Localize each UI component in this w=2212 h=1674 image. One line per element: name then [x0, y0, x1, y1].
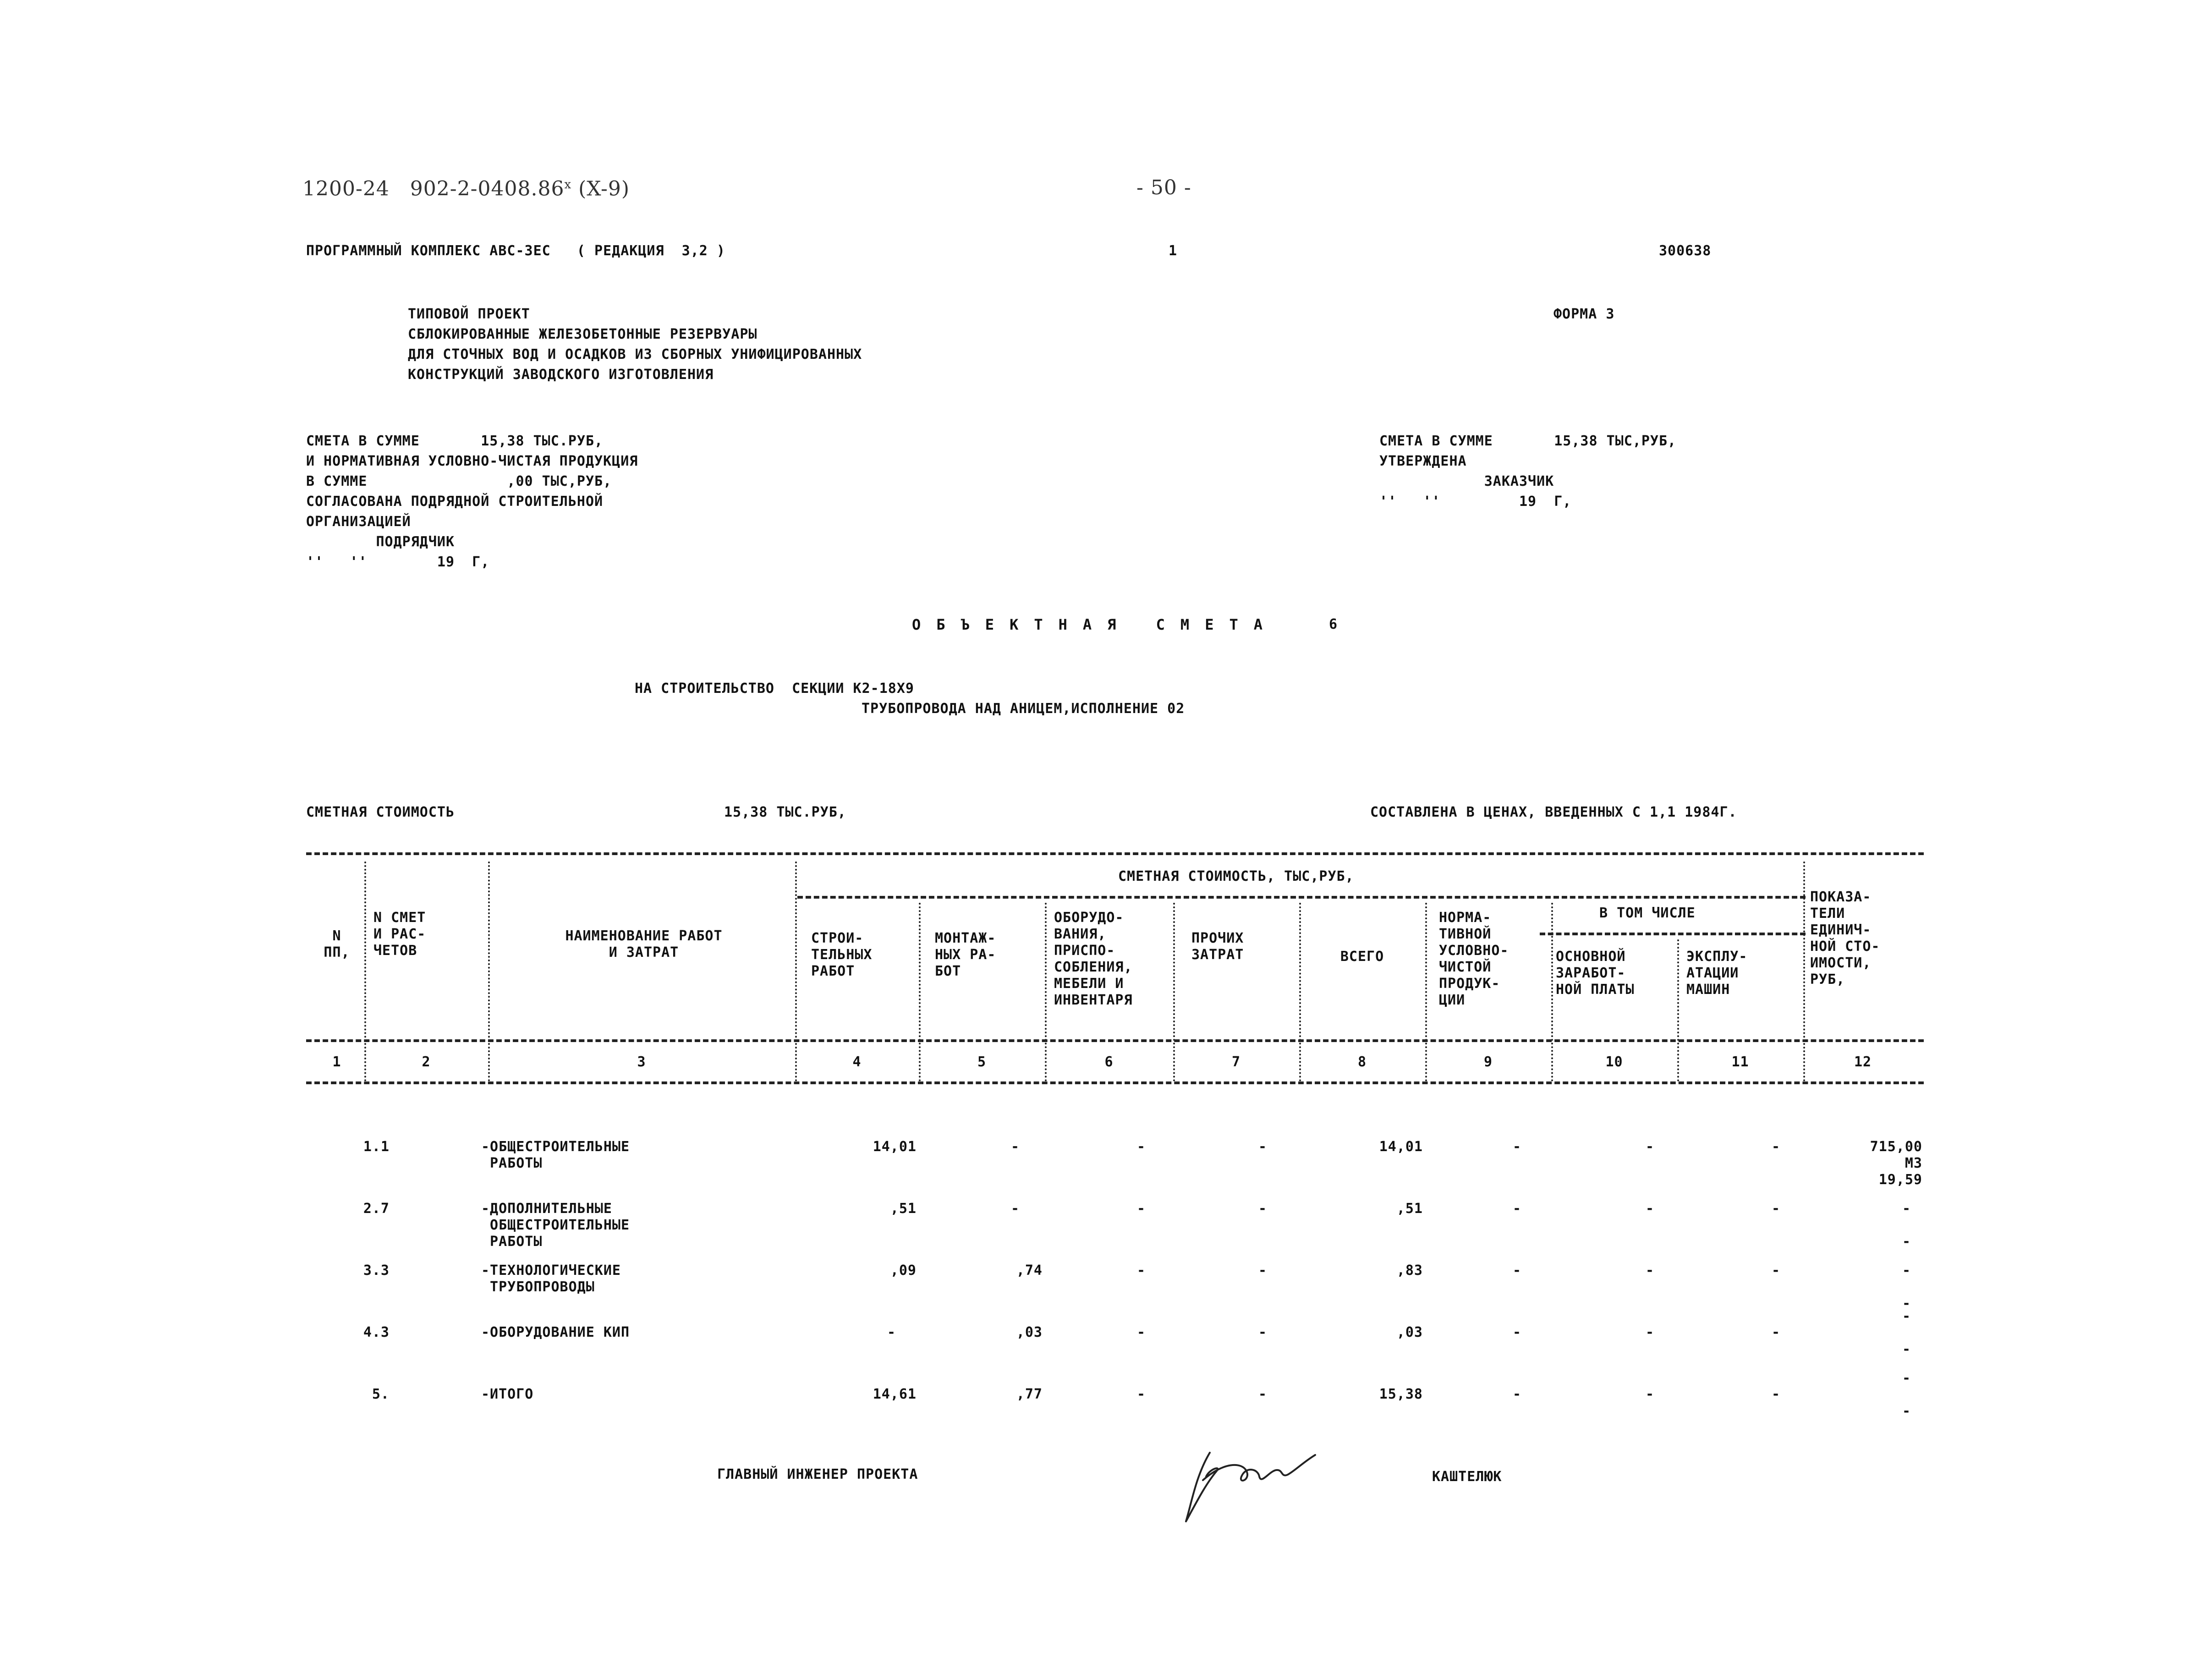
column-header-12: ПОКАЗА- ТЕЛИ ЕДИНИЧ- НОЙ СТО- ИМОСТИ, РУБ, — [1810, 889, 1880, 988]
estimate-subtitle-1: НА СТРОИТЕЛЬСТВО СЕКЦИИ К2-18Х9 — [635, 681, 914, 697]
row-norm: - — [1512, 1386, 1521, 1402]
col-separator-8 — [1425, 903, 1427, 1081]
row-norm: - — [1512, 1201, 1521, 1217]
row-number: 4.3 — [363, 1324, 390, 1340]
row-total: ,51 — [1396, 1201, 1423, 1217]
col-separator-2 — [488, 862, 490, 1081]
column-header-6: ОБОРУДО- ВАНИЯ, ПРИСПО- СОБЛЕНИЯ, МЕБЕЛИ И ИНВЕНТАРЯ — [1054, 910, 1133, 1008]
row-mount: ,77 — [1016, 1386, 1043, 1402]
row-machines: - — [1771, 1201, 1780, 1217]
row-total: ,03 — [1396, 1324, 1423, 1340]
row-machines: - — [1771, 1324, 1780, 1340]
left-block-line-5: ОРГАНИЗАЦИЕЙ — [306, 514, 411, 530]
row-norm: - — [1512, 1139, 1521, 1155]
column-number-12: 12 — [1854, 1054, 1872, 1070]
signature — [1178, 1434, 1324, 1526]
right-block-line-3: ЗАКАЗЧИК — [1379, 473, 1554, 489]
row-other: - — [1258, 1139, 1267, 1155]
row-indicator: - - — [1902, 1370, 1911, 1419]
row-indicator: - - — [1902, 1308, 1911, 1357]
column-header-10: ОСНОВНОЙ ЗАРАБОТ- НОЙ ПЛАТЫ — [1556, 949, 1635, 998]
column-number-8: 8 — [1357, 1054, 1367, 1070]
estimate-number: 6 — [1329, 616, 1338, 632]
left-block-line-4: СОГЛАСОВАНА ПОДРЯДНОЙ СТРОИТЕЛЬНОЙ — [306, 494, 604, 510]
prices-note: СОСТАВЛЕНА В ЦЕНАХ, ВВЕДЕННЫХ С 1,1 1984Г. — [1370, 804, 1737, 820]
column-number-3: 3 — [637, 1054, 646, 1070]
column-header-11: ЭКСПЛУ- АТАЦИИ МАШИН — [1686, 949, 1748, 998]
table-top-rule — [306, 852, 1924, 855]
document-code-text: 1200-24 902-2-0408.86 — [302, 177, 565, 201]
document-code-tail: (X-9) — [571, 177, 630, 201]
column-header-2: N СМЕТ И РАС- ЧЕТОВ — [373, 910, 426, 959]
right-block-line-2: УТВЕРЖДЕНА — [1379, 453, 1467, 469]
row-mount: ,74 — [1016, 1262, 1043, 1279]
column-number-6: 6 — [1104, 1054, 1114, 1070]
column-header-4: СТРОИ- ТЕЛЬНЫХ РАБОТ — [811, 930, 873, 979]
col-separator-9 — [1551, 903, 1553, 1081]
row-number: 5. — [372, 1386, 390, 1402]
row-equipment: - — [1136, 1386, 1146, 1402]
column-header-7: ПРОЧИХ ЗАТРАТ — [1191, 930, 1244, 963]
table-subheader-rule — [797, 896, 1806, 899]
estimate-title: ОБЪЕКТНАЯ СМЕТА — [912, 616, 1278, 633]
estimate-subtitle-2: ТРУБОПРОВОДА НАД АНИЦЕМ,ИСПОЛНЕНИЕ 02 — [862, 701, 1185, 717]
program-line: ПРОГРАММНЫЙ КОМПЛЕКС АВС-3ЕС ( РЕДАКЦИЯ 3,2 ) — [306, 243, 725, 259]
left-block-line-1: СМЕТА В СУММЕ 15,38 ТЫС.РУБ, — [306, 433, 604, 449]
table-in-that-number-rule — [1540, 933, 1806, 935]
project-line-2: СБЛОКИРОВАННЫЕ ЖЕЛЕЗОБЕТОННЫЕ РЕЗЕРВУАРЫ — [408, 326, 757, 342]
row-other: - — [1258, 1324, 1267, 1340]
cost-label: СМЕТНАЯ СТОИМОСТЬ — [306, 804, 455, 820]
column-number-1: 1 — [332, 1054, 341, 1070]
column-header-3: НАИМЕНОВАНИЕ РАБОТ И ЗАТРАТ — [565, 928, 723, 960]
row-indicator: - - — [1902, 1262, 1911, 1312]
row-other: - — [1258, 1201, 1267, 1217]
column-number-2: 2 — [422, 1054, 431, 1070]
document-id: 300638 — [1659, 243, 1712, 259]
row-number: 3.3 — [363, 1262, 390, 1279]
row-build: 14,01 — [873, 1139, 917, 1155]
row-machines: - — [1771, 1262, 1780, 1279]
row-equipment: - — [1136, 1139, 1146, 1155]
row-total: ,83 — [1396, 1262, 1423, 1279]
left-block-line-6: ПОДРЯДЧИК — [306, 534, 455, 550]
row-indicator: - - — [1902, 1201, 1911, 1250]
col-separator-4 — [919, 903, 921, 1081]
column-number-10: 10 — [1605, 1054, 1623, 1070]
row-salary: - — [1645, 1324, 1654, 1340]
row-name: -ДОПОЛНИТЕЛЬНЫЕ ОБЩЕСТРОИТЕЛЬНЫЕ РАБОТЫ — [481, 1201, 630, 1250]
document-code — [302, 176, 630, 201]
row-salary: - — [1645, 1139, 1654, 1155]
column-number-4: 4 — [852, 1054, 862, 1070]
col-separator-1 — [364, 862, 366, 1081]
row-salary: - — [1645, 1201, 1654, 1217]
row-mount: - — [1010, 1201, 1020, 1217]
row-name: -ОБОРУДОВАНИЕ КИП — [481, 1324, 630, 1340]
sheet-number: 1 — [1169, 243, 1178, 259]
col-separator-10 — [1677, 939, 1679, 1081]
row-total: 14,01 — [1379, 1139, 1423, 1155]
left-block-line-3: В СУММЕ ,00 ТЫС,РУБ, — [306, 473, 612, 489]
row-other: - — [1258, 1386, 1267, 1402]
left-block-line-2: И НОРМАТИВНАЯ УСЛОВНО-ЧИСТАЯ ПРОДУКЦИЯ — [306, 453, 638, 469]
right-block-line-1: СМЕТА В СУММЕ 15,38 ТЫС,РУБ, — [1379, 433, 1677, 449]
row-machines: - — [1771, 1139, 1780, 1155]
cost-value: 15,38 ТЫС.РУБ, — [724, 804, 846, 820]
table-numbers-bottom-rule — [306, 1081, 1924, 1084]
row-build: ,09 — [890, 1262, 917, 1279]
left-block-line-7: '' '' 19 Г, — [306, 554, 490, 570]
column-header-9: НОРМА- ТИВНОЙ УСЛОВНО- ЧИСТОЙ ПРОДУК- ЦИИ — [1439, 910, 1509, 1008]
col-separator-3 — [795, 862, 797, 1081]
row-name: -ОБЩЕСТРОИТЕЛЬНЫЕ РАБОТЫ — [481, 1139, 630, 1171]
project-line-4: КОНСТРУКЦИЙ ЗАВОДСКОГО ИЗГОТОВЛЕНИЯ — [408, 367, 714, 383]
row-equipment: - — [1136, 1324, 1146, 1340]
row-mount: - — [1010, 1139, 1020, 1155]
chief-engineer-label: ГЛАВНЫЙ ИНЖЕНЕР ПРОЕКТА — [717, 1466, 918, 1482]
column-header-5: МОНТАЖ- НЫХ РА- БОТ — [935, 930, 996, 979]
row-indicator: 715,00 М3 19,59 — [1870, 1139, 1922, 1188]
row-mount: ,03 — [1016, 1324, 1043, 1340]
row-salary: - — [1645, 1386, 1654, 1402]
column-header-1: N ПП, — [324, 928, 350, 960]
column-number-9: 9 — [1483, 1054, 1493, 1070]
column-header-8: ВСЕГО — [1340, 949, 1384, 965]
row-number: 1.1 — [363, 1139, 390, 1155]
column-number-7: 7 — [1231, 1054, 1241, 1070]
row-equipment: - — [1136, 1262, 1146, 1279]
row-name: -ТЕХНОЛОГИЧЕСКИЕ ТРУБОПРОВОДЫ — [481, 1262, 621, 1295]
column-number-5: 5 — [977, 1054, 987, 1070]
project-line-3: ДЛЯ СТОЧНЫХ ВОД И ОСАДКОВ ИЗ СБОРНЫХ УНИФИЦИРОВАННЫХ — [408, 346, 862, 362]
col-separator-7 — [1299, 903, 1301, 1081]
chief-engineer-name: КАШТЕЛЮК — [1432, 1469, 1502, 1485]
row-machines: - — [1771, 1386, 1780, 1402]
row-name: -ИТОГО — [481, 1386, 534, 1402]
col-separator-6 — [1173, 903, 1175, 1081]
row-build: - — [887, 1324, 896, 1340]
right-block-line-4: '' '' 19 Г, — [1379, 494, 1572, 510]
col-separator-5 — [1045, 903, 1047, 1081]
column-number-11: 11 — [1731, 1054, 1749, 1070]
form-label: ФОРМА 3 — [1553, 306, 1615, 322]
col-separator-11 — [1803, 862, 1805, 1081]
document-code-superscript: x — [564, 178, 572, 192]
row-number: 2.7 — [363, 1201, 390, 1217]
row-norm: - — [1512, 1324, 1521, 1340]
table-top-header: СМЕТНАЯ СТОИМОСТЬ, ТЫС,РУБ, — [1118, 868, 1354, 884]
row-other: - — [1258, 1262, 1267, 1279]
table-in-that-number: В ТОМ ЧИСЛЕ — [1599, 905, 1696, 921]
page-number: - 50 - — [1136, 176, 1191, 199]
project-line-1: ТИПОВОЙ ПРОЕКТ — [408, 306, 530, 322]
row-norm: - — [1512, 1262, 1521, 1279]
row-build: 14,61 — [873, 1386, 917, 1402]
row-total: 15,38 — [1379, 1386, 1423, 1402]
row-salary: - — [1645, 1262, 1654, 1279]
row-build: ,51 — [890, 1201, 917, 1217]
row-equipment: - — [1136, 1201, 1146, 1217]
table-header-bottom-rule — [306, 1039, 1924, 1042]
